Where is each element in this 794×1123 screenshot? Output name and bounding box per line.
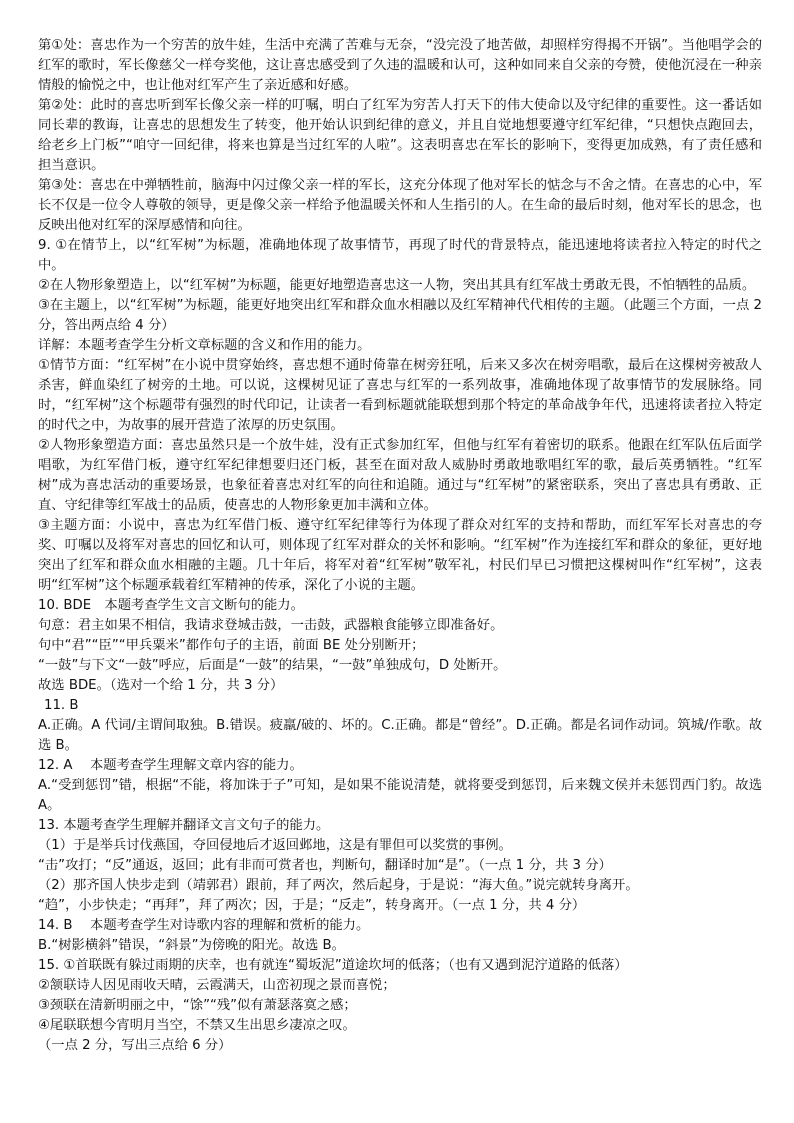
q13-notes-2: “趋”，小步快走；“再拜”，拜了两次；因，于是；“反走”，转身离开。（一点 1 分，共 4 分）	[38, 898, 586, 913]
q15-point-3: ③颈联在清新明丽之中，“馀”“残”似有萧瑟落寞之感；	[38, 998, 357, 1013]
paragraph-1: 第①处：喜忠作为一个穷苦的放牛娃，生活中充满了苦难与无奈，“没完没了地苦做，却照样穷得揭不开锅”。当他唱学会的红军的歌时，军长像慈父一样夸奖他，这让喜忠感受到了久违的温暖和认可，这种如同来自父亲的夸赞，使他沉浸在一种亲情般的愉悦之中，也让他对红军产生了亲近感和好感。	[38, 38, 762, 93]
paragraph-2: 第②处：此时的喜忠听到军长像父亲一样的叮嘱，明白了红军为穷苦人打天下的伟大使命以及守纪律的重要性。这一番话如同长辈的教诲，让喜忠的思想发生了转变，他开始认识到纪律的意义，并且自觉地想要遵守红军纪律，“只想快点跑回去，给老乡上门板”“咱守一回纪律，将来也算是当过红军的人啦”。这表明喜忠在军长的影响下，变得更加成熟，有了责任感和担当意识。	[38, 98, 762, 173]
q9-detail-character: ②人物形象塑造方面：喜忠虽然只是一个放牛娃，没有正式参加红军，但他与红军有着密切的联系。他跟在红军队伍后面学唱歌，为红军借门板，遵守红军纪律想要归还门板，甚至在面对敌人威胁时勇敢地歌唱红军的歌，最后英勇牺牲。“红军树”成为喜忠活动的重要场景，也象征着喜忠对红军的向往和追随。通过与“红军树”的紧密联系，突出了喜忠具有勇敢、正直、守纪律等红军战士的品质，使喜忠的人物形象更加丰满和立体。	[38, 438, 762, 513]
q13-translation-2: （2）那齐国人快步走到（靖郭君）跟前，拜了两次，然后起身，于是说：“海大鱼。”说完就转身离开。	[38, 878, 639, 893]
q14-explanation: B.“树影横斜”错误，“斜景”为傍晚的阳光。故选 B。	[38, 938, 345, 953]
q9-point-3: ③在主题上，以“红军树”为标题，能更好地突出红军和群众血水相融以及红军精神代代相传的主题。（此题三个方面，一点 2 分，答出两点给 4 分）	[38, 298, 762, 333]
paragraph-3: 第③处：喜忠在中弹牺牲前，脑海中闪过像父亲一样的军长，这充分体现了他对军长的惦念与不舍之情。在喜忠的心中，军长不仅是一位令人尊敬的领导，更是像父亲一样给予他温暖关怀和人生指引的人。在生命的最后时刻，他对军长的思念，也反映出他对红军的深厚感情和向往。	[38, 178, 762, 233]
q15-point-4: ④尾联联想今宵明月当空，不禁又生出思乡凄凉之叹。	[38, 1018, 356, 1033]
q10-meaning: 句意：君主如果不相信，我请求登城击鼓，一击鼓，武器粮食能够立即准备好。	[38, 618, 504, 633]
q10-answer: 10. BDE 本题考查学生文言文断句的能力。	[38, 598, 304, 613]
q15-point-1: 15. ①首联既有躲过雨期的庆幸，也有就连“蜀坂泥”道途坎坷的低落；（也有又遇到泥泞道路的低落）	[38, 958, 628, 973]
q12-explanation: A.“受到惩罚”错，根据“不能，将加诛于子”可知，是如果不能说清楚，就将要受到惩罚，后来魏文侯并未惩罚西门豹。故选 A。	[38, 778, 762, 813]
q11-answer: 11. B	[44, 698, 79, 713]
q9-point-1: 9. ①在情节上，以“红军树”为标题，准确地体现了故事情节，再现了时代的背景特点，能迅速地将读者拉入特定的时代之中。	[38, 238, 762, 273]
answer-document	[38, 36, 762, 1056]
q11-explanation: A.正确。A 代词/主谓间取独。B.错误。疲羸/破的、坏的。C.正确。都是“曾经”。D.正确。都是名词作动词。筑城/作歌。故选 B。	[38, 718, 762, 753]
q15-point-2: ②颔联诗人因见雨收天晴，云霞满天，山峦初现之景而喜悦；	[38, 978, 396, 993]
q9-detail-theme: ③主题方面：小说中，喜忠为红军借门板、遵守红军纪律等行为体现了群众对红军的支持和帮助，而红军军长对喜忠的夸奖、叮嘱以及将军对喜忠的回忆和认可，则体现了红军对群众的关怀和影响。“红军树”作为连接红军和群众的象征，更好地突出了红军和群众血水相融的主题。几十年后，将军对着“红军树”敬军礼，村民们早已习惯把这棵树叫作“红军树”，这表明“红军树”这个标题承载着红军精神的传承，深化了小说的主题。	[38, 518, 762, 593]
q9-detail-plot: ①情节方面：“红军树”在小说中贯穿始终，喜忠想不通时倚靠在树旁狂吼，后来又多次在树旁唱歌，最后在这棵树旁被敌人杀害，鲜血染红了树旁的土地。可以说，这棵树见证了喜忠与红军的一系列故事，准确地体现了故事情节的发展脉络。同时，“红军树”这个标题带有强烈的时代印记，让读者一看到标题就能联想到那个特定的革命战争年代，迅速将读者拉入特定的时代之中，为故事的展开营造了浓厚的历史氛围。	[38, 358, 762, 433]
q9-detail-heading: 详解：本题考查学生分析文章标题的含义和作用的能力。	[38, 338, 371, 353]
q14-answer: 14. B 本题考查学生对诗歌内容的理解和赏析的能力。	[38, 918, 370, 933]
q12-answer: 12. A 本题考查学生理解文章内容的能力。	[38, 758, 303, 773]
q13-heading: 13. 本题考查学生理解并翻译文言文句子的能力。	[38, 818, 330, 833]
q15-scoring: （一点 2 分，写出三点给 6 分）	[38, 1038, 232, 1053]
q10-analysis-2: “一鼓”与下文“一鼓”呼应，后面是“一鼓”的结果，“一鼓”单独成句，D 处断开。	[38, 658, 507, 673]
q10-analysis-1: 句中“君”“臣”“甲兵粟米”都作句子的主语，前面 BE 处分别断开；	[38, 638, 425, 653]
q9-point-2: ②在人物形象塑造上，以“红军树”为标题，能更好地塑造喜忠这一人物，突出其具有红军战士勇敢无畏，不怕牺牲的品质。	[38, 278, 756, 293]
q10-conclusion: 故选 BDE。（选对一个给 1 分，共 3 分）	[38, 678, 284, 693]
q13-notes-1: “击”攻打；“反”通返，返回；此有非而可赏者也，判断句，翻译时加“是”。（一点 1 分，共 3 分）	[38, 858, 612, 873]
q13-translation-1: （1）于是举兵讨伐燕国，夺回侵地后才返回邺地，这是有罪但可以奖赏的事例。	[38, 838, 512, 853]
